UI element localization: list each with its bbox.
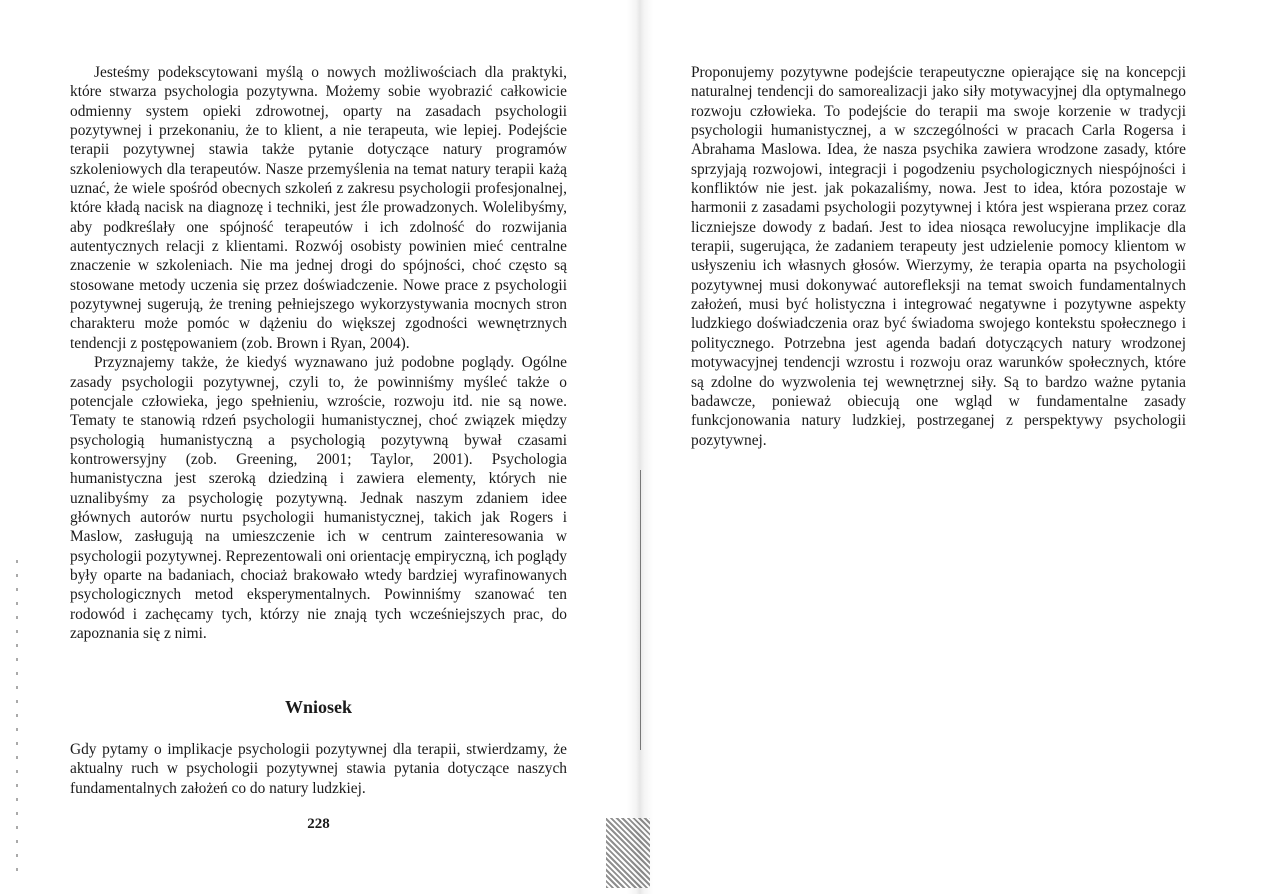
gutter-fold-line xyxy=(640,470,641,750)
section-heading: Wniosek xyxy=(284,697,353,717)
book-gutter xyxy=(627,0,653,894)
conclusion-block xyxy=(70,740,567,798)
left-paragraph-2: Przyznajemy także, że kiedyś wyznawano już podobne poglądy. Ogólne zasady psychologii pozytywnej, czyli to, że powinniśmy myśleć także o potencjale człowieka, jego spełnieniu, wzroście, rozwoju itd. nie są nowe. Tematy te stanowią rdzeń psychologii humanistycznej, choć związek między psychologią humanistyczną a psychologią pozytywną bywał czasami kontrowersyjny (zob. Greening, 2001; Taylor, 2001). Psychologia humanistyczna jest szeroką dziedziną i zawiera elementy, których nie uznalibyśmy za psychologię pozytywną. Jednak naszym zdaniem idee głównych autorów nurtu psychologii humanistycznej, takich jak Rogers i Maslow, zasługują na umieszczenie ich w centrum zainteresowania w psychologii pozytywnej. Reprezentowali oni orientację empiryczną, ich poglądy były oparte na badaniach, chociaż brakowało wtedy bardziej wyrafinowanych psychologicznych metod eksperymentalnych. Powinniśmy szanować ten rodowód i zachęcamy tych, którzy nie znają tych wcześniejszych prac, do zapoznania się z nimi. xyxy=(70,354,567,642)
conclusion-paragraph: Gdy pytamy o implikacje psychologii pozytywnej dla terapii, stwierdzamy, że aktualny ruch w psychologii pozytywnej stawia pytania dotyczące naszych fundamentalnych założeń co do natury ludzkiej. xyxy=(70,741,567,797)
right-page-text xyxy=(691,63,1186,450)
gutter-scan-shadow xyxy=(606,818,650,888)
left-edge-scan-marks xyxy=(16,560,18,880)
left-page-text xyxy=(70,63,567,643)
left-paragraph-1: Jesteśmy podekscytowani myślą o nowych możliwościach dla praktyki, które stwarza psychologia pozytywna. Możemy sobie wyobrazić całkowicie odmienny system opieki zdrowotnej, oparty na zasadach psychologii pozytywnej i przekonaniu, że to klient, a nie terapeuta, wie lepiej. Podejście terapii pozytywnej stawia także pytanie dotyczące natury programów szkoleniowych dla terapeutów. Nasze przemyślenia na temat natury terapii każą uznać, że wiele spośród obecnych szkoleń z zakresu psychologii profesjonalnej, które kładą nacisk na diagnozę i techniki, jest źle prowadzonych. Wolelibyśmy, aby podkreślały one spójność terapeutów i ich zdolność do rozwijania autentycznych relacji z klientami. Rozwój osobisty powinien mieć centralne znaczenie w szkoleniach. Nie ma jednej drogi do spójności, choć często są stosowane metody uczenia się przez doświadczenie. Nowe prace z psychologii pozytywnej sugerują, że trening pełniejszego wykorzystywania mocnych stron charakteru może pomóc w dążeniu do większej zgodności wewnętrznych tendencji z postępowaniem (zob. Brown i Ryan, 2004). xyxy=(70,64,567,352)
right-paragraph-1: Proponujemy pozytywne podejście terapeutyczne opierające się na koncepcji naturalnej tendencji do samorealizacji jako siły motywacyjnej dla optymalnego rozwoju człowieka. To podejście do terapii ma swoje korzenie w tradycji psychologii humanistycznej, a w szczególności w pracach Carla Rogersa i Abrahama Maslowa. Idea, że nasza psychika zawiera wrodzone zasady, które sprzyjają rozwojowi, integracji i pogodzeniu psychologicznych niespójności i konfliktów nie jest. jak pokazaliśmy, nowa. Jest to idea, która pozostaje w harmonii z zasadami psychologii pozytywnej i która jest wspierana przez coraz liczniejsze dowody z badań. Jest to idea niosąca rewolucyjne implikacje dla terapii, sugerująca, że zadaniem terapeuty jest udzielenie pomocy klientom w usłyszeniu ich własnych głosów. Wierzymy, że terapia oparta na psychologii pozytywnej musi dokonywać autorefleksji na temat swoich fundamentalnych założeń, musi być holistyczna i integrować negatywne i pozytywne aspekty ludzkiego doświadczenia oraz być świadoma swojego kontekstu społecznego i politycznego. Potrzebna jest agenda badań dotyczących natury wrodzonej motywacyjnej tendencji wzrostu i rozwoju oraz warunków społecznych, które są zdolne do wyzwolenia tej wewnętrznej siły. Są to bardzo ważne pytania badawcze, ponieważ obiecują one wgląd w fundamentalne zasady funkcjonowania natury ludzkiej, postrzeganej z perspektywy psychologii pozytywnej. xyxy=(691,64,1186,449)
page-number: 228 xyxy=(307,816,330,832)
